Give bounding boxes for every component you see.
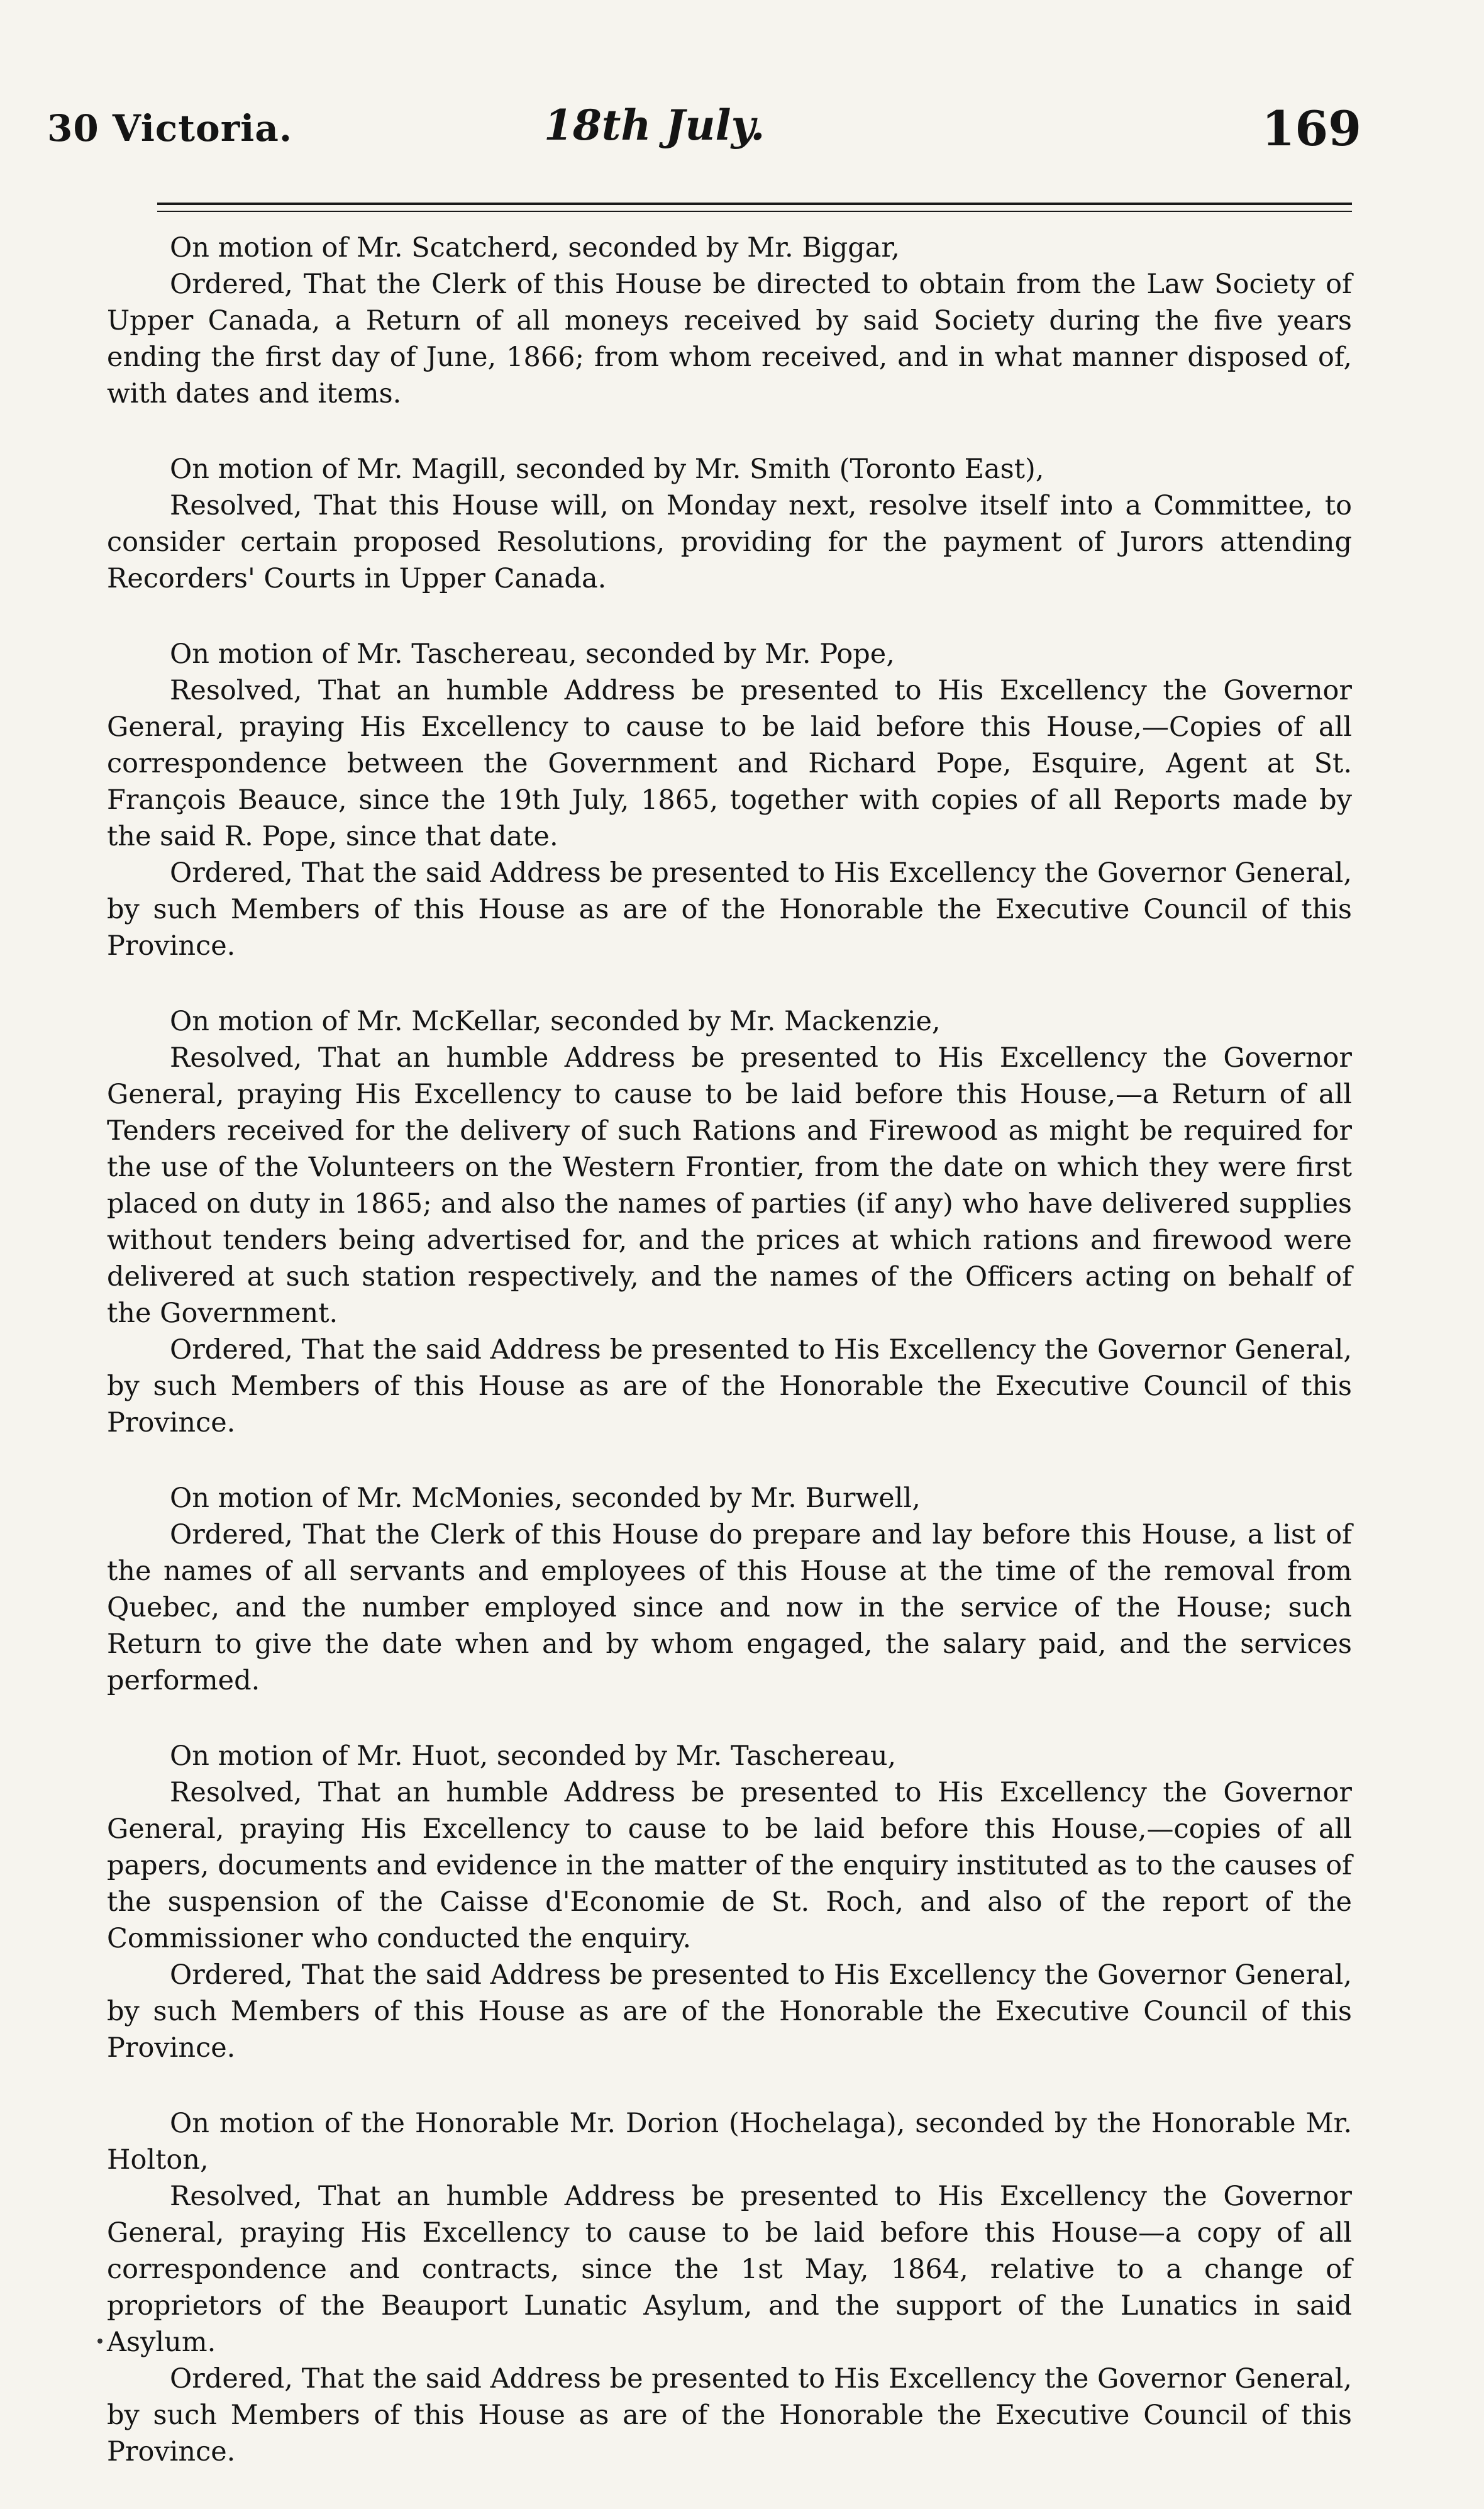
resolution-paragraph: Ordered, That the Clerk of this House do prepare and lay before this House, a list of the names of all servants and employees of this House at the time of the removal from Quebec, and the number employed since and now in the service of the House; such Return to give the date when and by whom engaged, the salary paid, and the services performed. (107, 1519, 1352, 1696)
resolution-paragraph: Resolved, That an humble Address be presented to His Excellency the Governor General, praying His Excellency to cause to be laid before this House—a copy of all correspondence and contracts, since the 1st May, 1864, relative to a change of proprietors of the Beauport Lunatic Asylum, and the support of the Lunatics in said Asylum. (107, 2181, 1352, 2358)
session-label: 30 Victoria. (47, 107, 293, 150)
motion-line: On motion of Mr. McKellar, seconded by Mr. Mackenzie, (170, 1006, 941, 1037)
resolution-paragraph: Resolved, That an humble Address be presented to His Excellency the Governor General, praying His Excellency to cause to be laid before this House,—copies of all papers, documents and evidence in the matter of the enquiry instituted as to the causes of the suspension of the Caisse d'Economie de St. Roch, and also of the report of the Commissioner who conducted the enquiry. (107, 1777, 1352, 1954)
motion-entry (107, 2105, 1352, 2470)
date-heading: 18th July. (544, 101, 765, 150)
resolution-paragraph: Resolved, That this House will, on Monday next, resolve itself into a Committee, to consider certain proposed Resolutions, providing for the payment of Jurors attending Recorders' Courts in Upper Canada. (107, 490, 1352, 594)
page-number: 169 (1261, 101, 1361, 157)
resolution-paragraph: Ordered, That the said Address be presented to His Excellency the Governor General, by such Members of this House as are of the Honorable the Executive Council of this Province. (107, 1959, 1352, 2064)
motion-entry (107, 1003, 1352, 1441)
motion-entry (107, 230, 1352, 412)
motion-entry (107, 1480, 1352, 1699)
header-rule-thin (157, 211, 1352, 212)
journal-body (107, 230, 1352, 2509)
print-mark (97, 2339, 102, 2344)
resolution-paragraph: Ordered, That the Clerk of this House be directed to obtain from the Law Society of Upper Canada, a Return of all moneys received by said Society during the five years ending the first day of June, 1866; from whom received, and in what manner disposed of, with dates and items. (107, 269, 1352, 409)
motion-line: On motion of Mr. Huot, seconded by Mr. Taschereau, (170, 1740, 897, 1772)
motion-entry (107, 451, 1352, 597)
resolution-paragraph: Resolved, That an humble Address be presented to His Excellency the Governor General, praying His Excellency to cause to be laid before this House,—Copies of all correspondence between the Government and Richard Pope, Esquire, Agent at St. François Beauce, since the 19th July, 1865, together with copies of all Reports made by the said R. Pope, since that date. (107, 675, 1352, 852)
motion-line: On motion of Mr. McMonies, seconded by Mr. Burwell, (170, 1483, 921, 1514)
resolution-paragraph: Ordered, That the said Address be presented to His Excellency the Governor General, by such Members of this House as are of the Honorable the Executive Council of this Province. (107, 1334, 1352, 1438)
header-rule-thick (157, 203, 1352, 205)
motion-line: On motion of Mr. Scatcherd, seconded by Mr. Biggar, (170, 232, 900, 264)
motion-entry (107, 1738, 1352, 2066)
motion-line: On motion of the Honorable Mr. Dorion (Hochelaga), seconded by the Honorable Mr. Holton, (107, 2108, 1352, 2176)
running-header (47, 82, 1361, 157)
motion-line: On motion of Mr. Taschereau, seconded by Mr. Pope, (170, 638, 895, 670)
resolution-paragraph: Ordered, That the said Address be presented to His Excellency the Governor General, by such Members of this House as are of the Honorable the Executive Council of this Province. (107, 857, 1352, 962)
resolution-paragraph: Resolved, That an humble Address be presented to His Excellency the Governor General, praying His Excellency to cause to be laid before this House,—a Return of all Tenders received for the delivery of such Rations and Firewood as might be required for the use of the Volunteers on the Western Frontier, from the date on which they were first placed on duty in 1865; and also the names of parties (if any) who have delivered supplies without tenders being advertised for, and the prices at which rations and firewood were delivered at such station respectively, and the names of the Officers acting on behalf of the Government. (107, 1042, 1352, 1329)
motion-line: On motion of Mr. Magill, seconded by Mr. Smith (Toronto East), (170, 453, 1044, 485)
resolution-paragraph: Ordered, That the said Address be presented to His Excellency the Governor General, by such Members of this House as are of the Honorable the Executive Council of this Province. (107, 2363, 1352, 2467)
motion-entry (107, 636, 1352, 964)
